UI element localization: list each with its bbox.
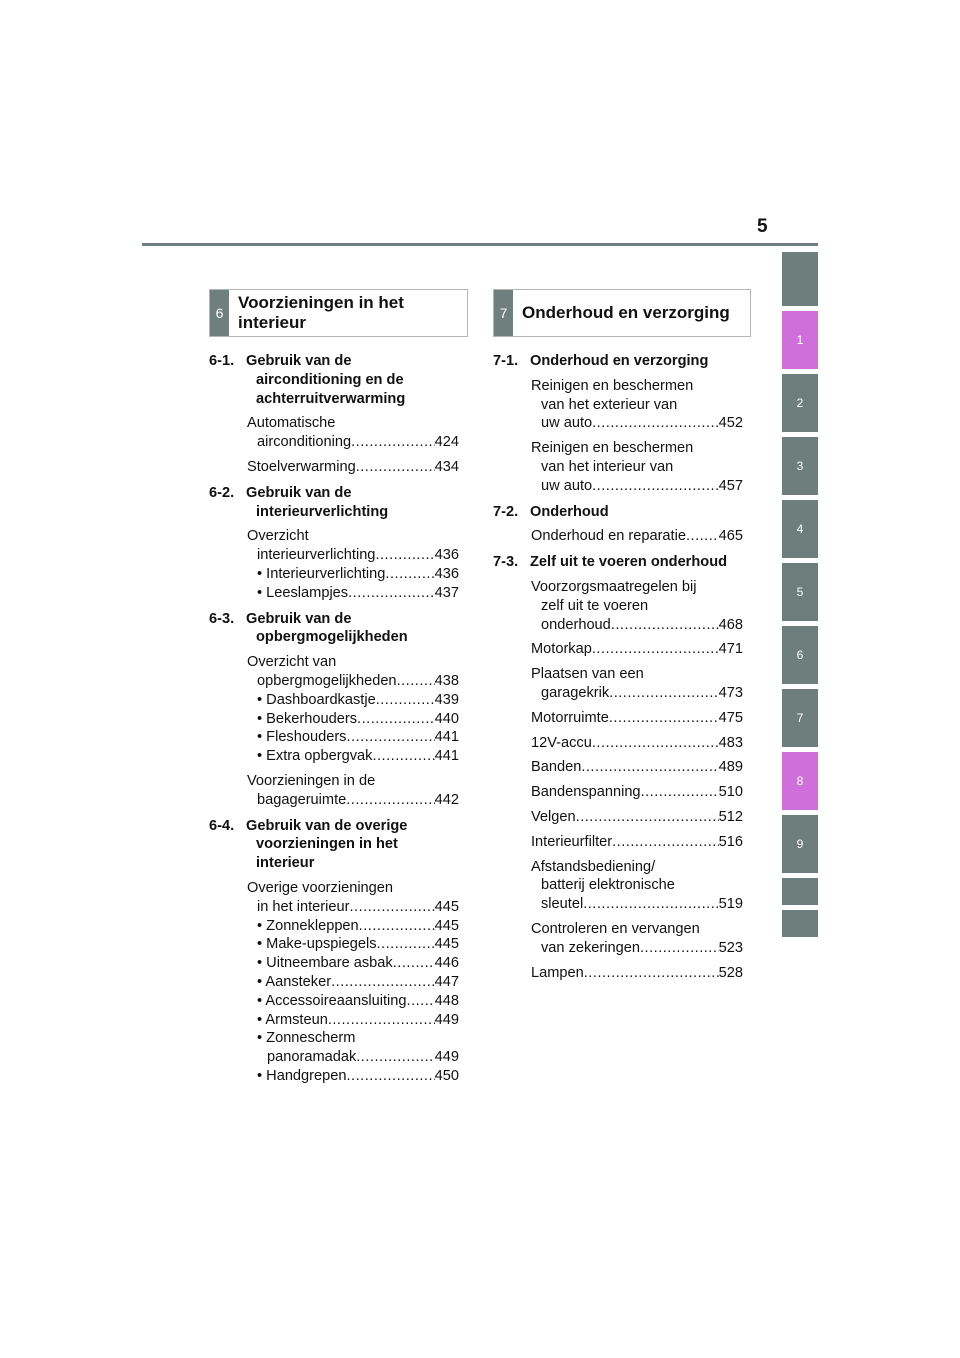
leader-dots	[592, 477, 719, 496]
toc-entry[interactable]	[531, 858, 743, 914]
chapter-tab-6[interactable]: 6	[782, 626, 818, 684]
page-ref: 437	[434, 584, 459, 601]
page-ref: 450	[434, 1067, 459, 1084]
page-ref: 519	[718, 896, 743, 913]
toc-text: • Leeslampjes	[257, 584, 349, 601]
subsection-number: 6-4.	[209, 817, 235, 834]
leader-dots	[397, 672, 435, 691]
toc-text: • Interieurverlichting	[257, 565, 386, 582]
leader-dots	[349, 898, 434, 917]
toc-line[interactable]	[531, 640, 743, 659]
leader-dots	[581, 758, 718, 777]
toc-text: Onderhoud en reparatie	[531, 528, 686, 545]
leader-dots	[359, 917, 435, 936]
subsection-number: 7-2.	[493, 503, 519, 520]
subsection-title: Onderhoud en verzorging	[530, 353, 709, 369]
toc-entry[interactable]	[531, 758, 743, 777]
toc-text-line: Voorzorgsmaatregelen bij	[531, 578, 697, 595]
toc-entry[interactable]	[531, 527, 743, 546]
page-ref: 468	[718, 616, 743, 633]
toc-text: Banden	[531, 759, 582, 776]
toc-text-line: batterij elektronische	[541, 877, 675, 894]
toc-text: Motorkap	[531, 641, 592, 658]
toc-line[interactable]	[247, 458, 459, 477]
leader-dots	[576, 808, 719, 827]
section-header-6	[209, 289, 468, 337]
toc-entry[interactable]	[531, 920, 743, 958]
toc-text: • Aansteker	[257, 973, 332, 990]
toc-line[interactable]	[247, 433, 459, 452]
toc-line[interactable]	[247, 1048, 459, 1067]
toc-text-line: van het interieur van	[541, 458, 674, 475]
chapter-tab-2[interactable]: 2	[782, 374, 818, 432]
leader-dots	[328, 1011, 435, 1030]
toc-text: • Zonnekleppen	[257, 917, 359, 934]
page-number: 5	[757, 216, 768, 237]
page-ref: 439	[434, 691, 459, 708]
chapter-tab-blank[interactable]	[782, 910, 818, 937]
toc-entry[interactable]	[531, 964, 743, 983]
page-ref: 446	[434, 955, 459, 972]
toc-line[interactable]	[531, 477, 743, 496]
toc-text: • Dashboardkastje	[257, 691, 376, 708]
leader-dots	[592, 414, 719, 433]
page-ref: 473	[718, 684, 743, 701]
toc-entry[interactable]	[531, 833, 743, 852]
chapter-tab-blank[interactable]	[782, 252, 818, 306]
page-ref: 434	[434, 458, 459, 475]
toc-text: Motorruimte	[531, 709, 609, 726]
toc-line[interactable]	[531, 808, 743, 827]
subsection-title: Gebruik van de opbergmogelijkheden	[246, 610, 408, 646]
page-ref: 483	[718, 734, 743, 751]
page-ref: 475	[718, 709, 743, 726]
leader-dots	[407, 992, 435, 1011]
toc-text: in het interieur	[257, 898, 350, 915]
page-ref: 512	[718, 808, 743, 825]
page-ref: 447	[434, 973, 459, 990]
toc-entry[interactable]	[247, 527, 459, 602]
page-ref: 424	[434, 434, 459, 451]
leader-dots	[583, 895, 718, 914]
toc-text: • Bekerhouders	[257, 710, 358, 727]
subsection-title: Onderhoud	[530, 503, 609, 520]
chapter-tab-5[interactable]: 5	[782, 563, 818, 621]
page-ref: 465	[718, 528, 743, 545]
leader-dots	[584, 964, 719, 983]
subsection-number: 7-1.	[493, 353, 519, 369]
toc-line[interactable]	[531, 833, 743, 852]
toc-text-line: Overzicht van	[247, 654, 337, 671]
top-rule	[142, 243, 818, 246]
leader-dots	[612, 833, 719, 852]
page-ref: 441	[434, 748, 459, 765]
toc-line[interactable]	[531, 616, 743, 635]
toc-entry[interactable]	[531, 709, 743, 728]
toc-text-line: Overige voorzieningen	[247, 879, 394, 896]
toc-text-line: Reinigen en beschermen	[531, 377, 694, 394]
toc-entry[interactable]	[531, 783, 743, 802]
subsection-heading	[493, 503, 743, 522]
toc-entry[interactable]	[247, 458, 459, 477]
toc-line[interactable]	[531, 414, 743, 433]
leader-dots	[347, 1067, 435, 1086]
toc-line[interactable]	[247, 935, 459, 954]
page-ref: 457	[718, 477, 743, 494]
toc-entry[interactable]	[531, 808, 743, 827]
page-ref: 471	[718, 641, 743, 658]
toc-line[interactable]	[247, 1067, 459, 1086]
page-ref: 528	[718, 964, 743, 981]
toc-line[interactable]	[247, 954, 459, 973]
leader-dots	[372, 747, 434, 766]
subsection-heading	[209, 484, 459, 522]
toc-entry[interactable]	[531, 377, 743, 433]
page-ref: 523	[718, 939, 743, 956]
leader-dots	[611, 616, 719, 635]
page-ref: 440	[434, 710, 459, 727]
toc-line[interactable]	[531, 895, 743, 914]
toc-line[interactable]	[531, 527, 743, 546]
page-ref: 448	[434, 992, 459, 1009]
page-ref: 516	[718, 833, 743, 850]
page-ref: 436	[434, 565, 459, 582]
toc-line[interactable]	[247, 791, 459, 810]
subsection-number: 6-1.	[209, 353, 235, 369]
subsection-title: Zelf uit te voeren onderhoud	[530, 554, 728, 571]
toc-text: 12V-accu	[531, 734, 592, 751]
leader-dots	[348, 584, 435, 603]
subsection-number: 6-3.	[209, 610, 235, 627]
page-ref: 445	[434, 936, 459, 953]
section-number: 6	[210, 290, 229, 336]
leader-dots	[376, 691, 435, 710]
page-ref: 445	[434, 898, 459, 915]
chapter-tab-1[interactable]: 1	[782, 311, 818, 369]
leader-dots	[393, 954, 435, 973]
toc-text-line: zelf uit te voeren	[541, 597, 649, 614]
toc-line[interactable]	[247, 973, 459, 992]
subsection-number: 7-3.	[493, 554, 519, 571]
toc-text-line: Reinigen en beschermen	[531, 440, 694, 457]
leader-dots	[609, 709, 719, 728]
chapter-tab-3[interactable]: 3	[782, 437, 818, 495]
page-ref: 436	[434, 547, 459, 564]
leader-dots	[357, 710, 435, 729]
toc-line[interactable]	[247, 691, 459, 710]
page-ref: 441	[434, 729, 459, 746]
toc-text: • Handgrepen	[257, 1067, 347, 1084]
toc-entry[interactable]	[247, 653, 459, 766]
section-title: Voorzieningen in het interieur	[238, 293, 404, 332]
toc-text-line: Afstandsbediening/	[531, 858, 656, 875]
leader-dots	[592, 734, 719, 753]
toc-line[interactable]	[247, 1011, 459, 1030]
toc-line[interactable]	[247, 728, 459, 747]
bullet-text-line: • Zonnescherm	[257, 1030, 356, 1047]
toc-text: Interieurfilter	[531, 833, 613, 850]
toc-text: • Armsteun	[257, 1011, 328, 1028]
page-ref: 452	[718, 415, 743, 432]
subsection-title: Gebruik van de airconditioning en de achterruitverwarming	[246, 353, 406, 407]
section-header-7	[493, 289, 751, 337]
toc-line[interactable]	[531, 783, 743, 802]
leader-dots	[686, 527, 719, 546]
leader-dots	[356, 1048, 434, 1067]
toc-text: panoramadak	[267, 1049, 357, 1066]
chapter-tab-7[interactable]: 7	[782, 689, 818, 747]
leader-dots	[346, 791, 434, 810]
toc-line[interactable]	[247, 898, 459, 917]
toc-line[interactable]	[531, 939, 743, 958]
subsection-title: Gebruik van de interieurverlichting	[246, 484, 389, 520]
section-number: 7	[494, 290, 513, 336]
chapter-tab-4[interactable]: 4	[782, 500, 818, 558]
toc-line[interactable]	[531, 709, 743, 728]
toc-text: van zekeringen	[541, 939, 640, 956]
page-ref: 442	[434, 791, 459, 808]
toc-line[interactable]	[531, 734, 743, 753]
toc-text-line: Voorzieningen in de	[247, 772, 376, 789]
leader-dots	[375, 546, 434, 565]
toc-text: bagageruimte	[257, 791, 347, 808]
toc-entry[interactable]	[247, 879, 459, 1086]
toc-entry[interactable]	[531, 439, 743, 495]
page-ref: 445	[434, 917, 459, 934]
leader-dots	[609, 684, 719, 703]
toc-text-line: Overzicht	[247, 528, 309, 545]
leader-dots	[385, 565, 434, 584]
toc-text: uw auto	[541, 477, 593, 494]
toc-text: Lampen	[531, 964, 584, 981]
leader-dots	[346, 728, 434, 747]
leader-dots	[356, 458, 435, 477]
toc-line[interactable]	[531, 758, 743, 777]
toc-text: • Accessoireaansluiting	[257, 992, 407, 1009]
toc-text-line: Plaatsen van een	[531, 666, 644, 683]
page-ref: 510	[718, 784, 743, 801]
toc-line[interactable]	[247, 584, 459, 603]
page-ref: 449	[434, 1049, 459, 1066]
toc-entry[interactable]	[531, 665, 743, 703]
subsection-heading	[493, 352, 743, 371]
toc-line[interactable]	[247, 992, 459, 1011]
chapter-tab-8[interactable]: 8	[782, 752, 818, 810]
leader-dots	[351, 433, 435, 452]
page-ref: 449	[434, 1011, 459, 1028]
toc-text: airconditioning	[257, 434, 352, 451]
section-title: Onderhoud en verzorging	[522, 303, 730, 322]
toc-column-6	[209, 352, 459, 1086]
toc-text: Stoelverwarming	[247, 458, 356, 475]
subsection-heading	[209, 817, 459, 873]
toc-entry[interactable]	[531, 734, 743, 753]
toc-text: sleutel	[541, 896, 584, 913]
toc-line[interactable]	[247, 917, 459, 936]
toc-text: Bandenspanning	[531, 784, 641, 801]
toc-text: interieurverlichting	[257, 547, 376, 564]
toc-line[interactable]	[531, 684, 743, 703]
toc-text: • Extra opbergvak	[257, 748, 373, 765]
toc-line[interactable]	[247, 747, 459, 766]
subsection-heading	[209, 352, 459, 408]
toc-text-line: Controleren en vervangen	[531, 920, 700, 937]
toc-text-line: Automatische	[247, 415, 336, 432]
toc-text: • Make-upspiegels	[257, 936, 377, 953]
toc-line[interactable]	[247, 546, 459, 565]
leader-dots	[640, 939, 719, 958]
page-ref: 438	[434, 672, 459, 689]
toc-entry[interactable]	[247, 772, 459, 810]
subsection-number: 6-2.	[209, 484, 235, 501]
leader-dots	[592, 640, 719, 659]
toc-line[interactable]	[247, 710, 459, 729]
chapter-tab-9[interactable]: 9	[782, 815, 818, 873]
subsection-title: Gebruik van de overige voorzieningen in het interieur	[246, 817, 408, 872]
toc-text-line: van het exterieur van	[541, 396, 678, 413]
toc-text: • Uitneembare asbak	[257, 955, 393, 972]
toc-entry[interactable]	[531, 640, 743, 659]
toc-text: garagekrik	[541, 684, 610, 701]
chapter-tabs	[782, 252, 818, 942]
toc-text: onderhoud	[541, 616, 611, 633]
toc-text: • Fleshouders	[257, 729, 347, 746]
toc-text: Velgen	[531, 808, 576, 825]
toc-line[interactable]	[247, 565, 459, 584]
toc-entry[interactable]	[247, 414, 459, 452]
chapter-tab-blank[interactable]	[782, 878, 818, 905]
toc-line[interactable]	[247, 672, 459, 691]
toc-column-7	[493, 352, 743, 982]
subsection-heading	[493, 553, 743, 572]
leader-dots	[641, 783, 719, 802]
toc-line[interactable]	[531, 964, 743, 983]
subsection-heading	[209, 610, 459, 648]
toc-text: opbergmogelijkheden	[257, 672, 397, 689]
toc-entry[interactable]	[531, 578, 743, 634]
page-ref: 489	[718, 759, 743, 776]
toc-text: uw auto	[541, 415, 593, 432]
leader-dots	[331, 973, 435, 992]
leader-dots	[377, 935, 435, 954]
